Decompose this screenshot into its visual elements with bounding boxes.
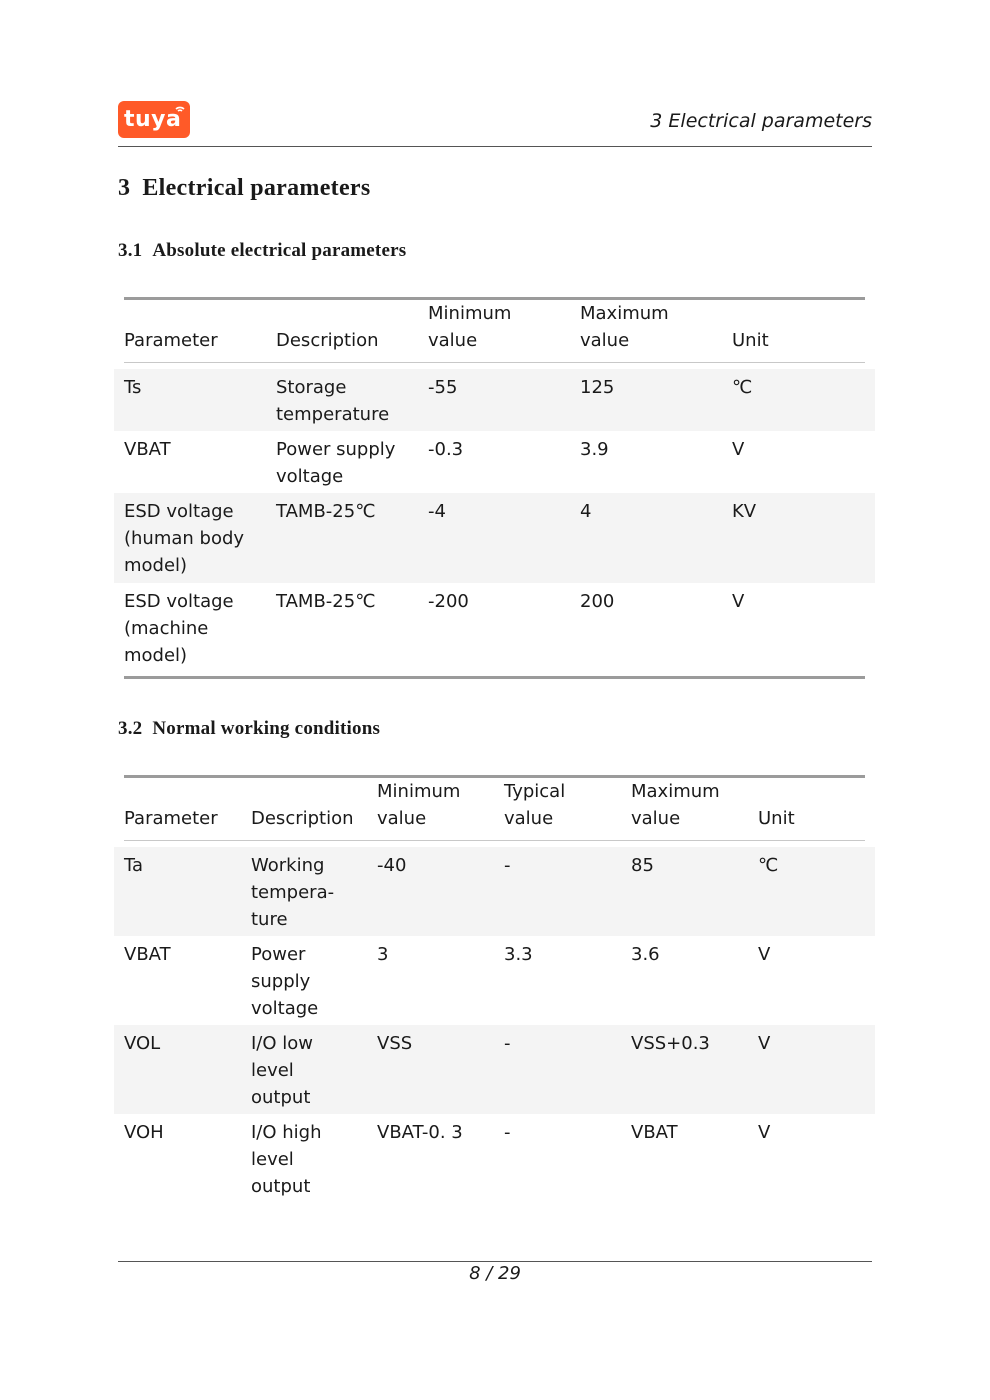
- header-rule: [118, 146, 872, 147]
- cell-max: VSS+0.3: [631, 1033, 710, 1054]
- table-row: [114, 493, 875, 583]
- cell-typical: -: [504, 1122, 511, 1143]
- cell-parameter: Ts: [124, 377, 142, 398]
- cell-unit: ℃: [758, 855, 779, 876]
- table-bottom-rule: [124, 676, 865, 679]
- subsection-title-text: Normal working conditions: [152, 718, 381, 739]
- table-row: [114, 583, 875, 673]
- table-row: [114, 1025, 875, 1114]
- cell-min: -55: [428, 377, 458, 398]
- cell-min: -0.3: [428, 439, 464, 460]
- header-parameter: Parameter: [124, 808, 218, 829]
- cell-min: VBAT-0. 3: [377, 1122, 463, 1143]
- cell-max: 4: [580, 501, 592, 522]
- header-description: Description: [251, 808, 354, 829]
- cell-description: TAMB-25℃: [276, 501, 376, 522]
- cell-unit: KV: [732, 501, 757, 522]
- tuya-logo: [118, 101, 190, 138]
- cell-parameter: ESD voltage (human body model): [124, 501, 245, 576]
- subsection-title-text: Absolute electrical parameters: [152, 240, 407, 261]
- cell-description: Power supply voltage: [276, 439, 396, 487]
- cell-max: 200: [580, 591, 615, 612]
- table-header: [124, 778, 865, 838]
- cell-max: 125: [580, 377, 615, 398]
- cell-unit: V: [732, 591, 745, 612]
- subsection-title-normal: [118, 718, 380, 740]
- table-header: [124, 300, 865, 360]
- header-minimum: Minimum value: [377, 781, 461, 829]
- header-minimum: Minimum value: [428, 303, 512, 351]
- table-row: [114, 431, 875, 493]
- cell-parameter: Ta: [124, 855, 144, 876]
- cell-max: 3.6: [631, 944, 660, 965]
- subsection-number: 3.2: [118, 718, 143, 739]
- cell-typical: -: [504, 1033, 511, 1054]
- cell-typical: -: [504, 855, 511, 876]
- header-unit: Unit: [758, 808, 795, 829]
- cell-description: I/O low level output: [251, 1033, 313, 1108]
- table-row: [114, 936, 875, 1025]
- footer-rule: [118, 1261, 872, 1262]
- section-title: [118, 175, 371, 202]
- cell-unit: V: [732, 439, 745, 460]
- cell-description: I/O high level output: [251, 1122, 322, 1197]
- header-description: Description: [276, 330, 379, 351]
- cell-parameter: ESD voltage (machine model): [124, 591, 234, 666]
- header-typical: Typical value: [504, 781, 566, 829]
- header-divider: [124, 840, 865, 841]
- cell-max: VBAT: [631, 1122, 678, 1143]
- cell-unit: V: [758, 944, 771, 965]
- cell-typical: 3.3: [504, 944, 533, 965]
- header-divider: [124, 362, 865, 363]
- cell-description: Power supply voltage: [251, 944, 319, 1019]
- cell-description: TAMB-25℃: [276, 591, 376, 612]
- header-parameter: Parameter: [124, 330, 218, 351]
- table-row: [114, 847, 875, 936]
- cell-unit: ℃: [732, 377, 753, 398]
- cell-parameter: VBAT: [124, 439, 171, 460]
- cell-unit: V: [758, 1033, 771, 1054]
- cell-parameter: VOH: [124, 1122, 164, 1143]
- cell-description: Working tempera- ture: [251, 855, 335, 930]
- header-maximum: Maximum value: [580, 303, 669, 351]
- cell-min: VSS: [377, 1033, 413, 1054]
- cell-min: -40: [377, 855, 407, 876]
- subsection-number: 3.1: [118, 240, 143, 261]
- wifi-icon: [174, 104, 186, 116]
- running-head: 3 Electrical parameters: [650, 110, 872, 132]
- cell-description: Storage temperature: [276, 377, 390, 425]
- logo-text: tuya: [124, 107, 182, 132]
- header-unit: Unit: [732, 330, 769, 351]
- cell-parameter: VBAT: [124, 944, 171, 965]
- cell-min: -4: [428, 501, 446, 522]
- page-number: 8 / 29: [469, 1263, 521, 1284]
- cell-parameter: VOL: [124, 1033, 161, 1054]
- cell-max: 85: [631, 855, 654, 876]
- header-maximum: Maximum value: [631, 781, 720, 829]
- section-number: 3: [118, 175, 131, 201]
- section-title-text: Electrical parameters: [142, 175, 371, 201]
- table-row: [114, 369, 875, 431]
- subsection-title-abs: [118, 240, 406, 262]
- table-row: [114, 1114, 875, 1203]
- cell-min: 3: [377, 944, 389, 965]
- cell-min: -200: [428, 591, 469, 612]
- cell-max: 3.9: [580, 439, 609, 460]
- cell-unit: V: [758, 1122, 771, 1143]
